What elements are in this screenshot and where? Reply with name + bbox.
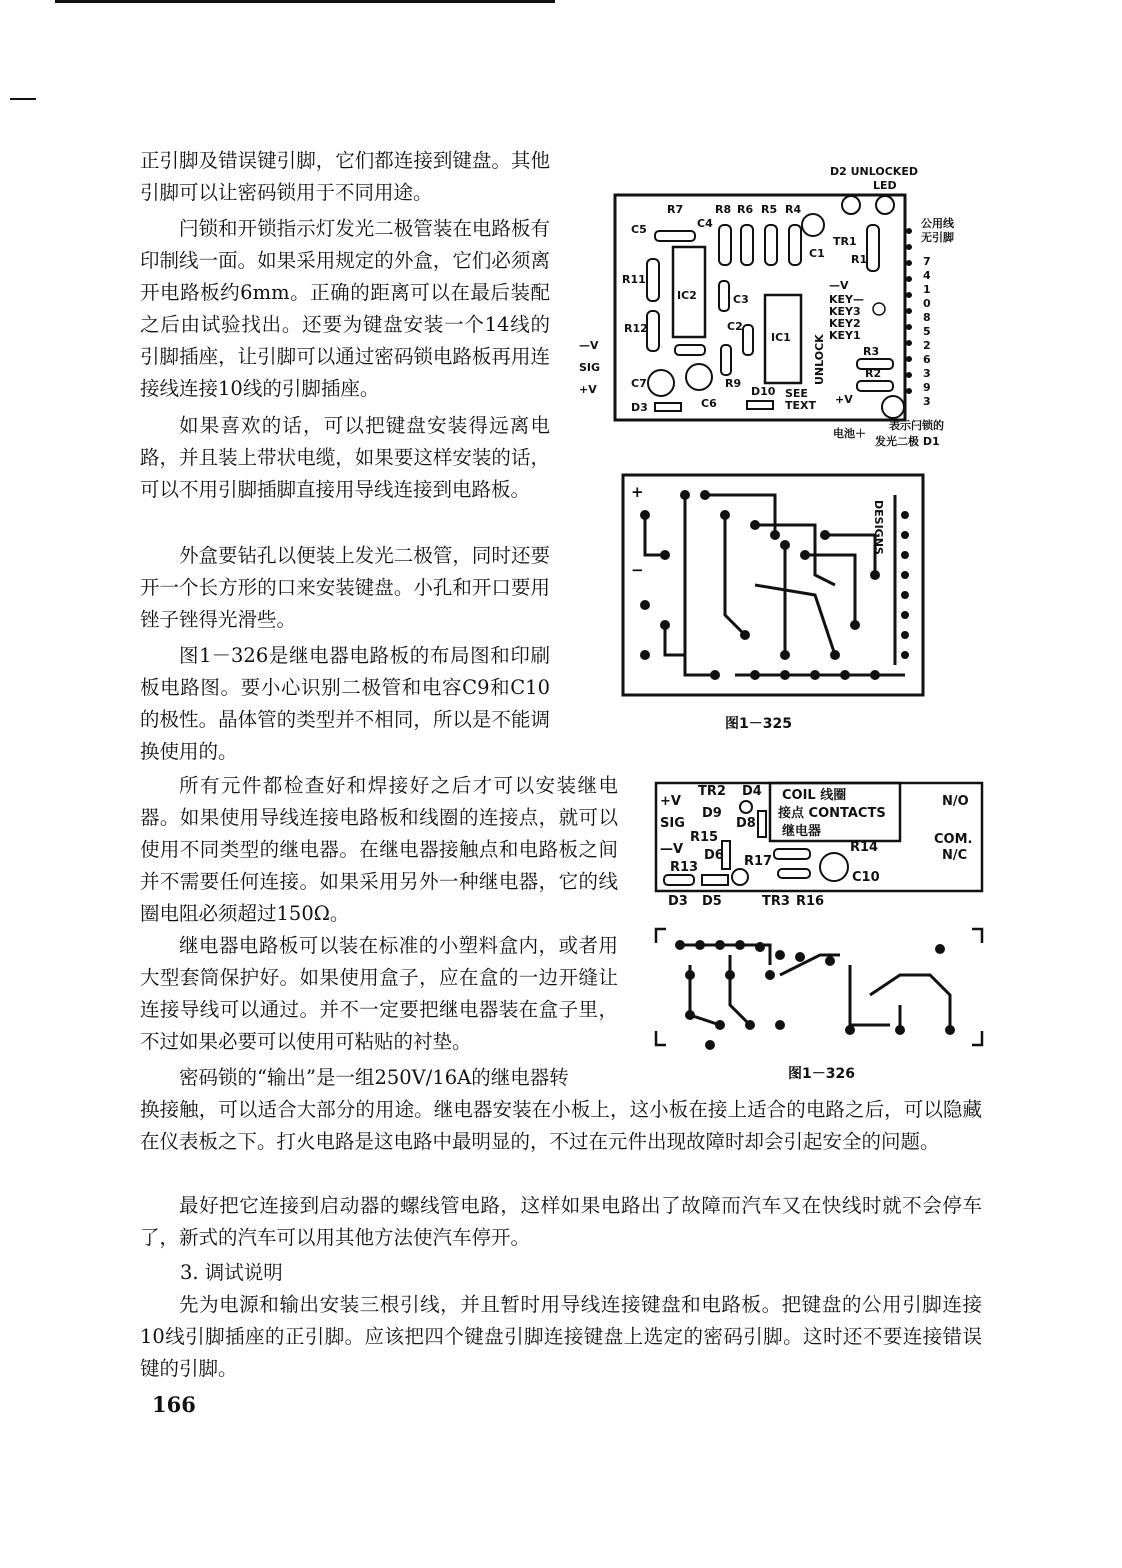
- led-label: LED: [873, 179, 897, 192]
- keypad-pin-column: [906, 228, 912, 394]
- paragraph: 密码锁的“输出”是一组250V/16A的继电器转: [179, 1066, 569, 1089]
- r11-label: R11: [622, 273, 646, 286]
- pin-number: 6: [923, 353, 931, 366]
- led-d2: [842, 196, 860, 214]
- r13-label: R13: [670, 860, 699, 875]
- resistor-r2: [857, 381, 893, 391]
- r2-label: R2: [865, 367, 882, 380]
- capacitor-c3: [719, 281, 729, 311]
- show-locked-label: 表示闩锁的: [889, 419, 944, 432]
- diode-d4: [740, 801, 752, 813]
- com-terminal-label: COM.: [934, 832, 973, 847]
- c6-label: C6: [701, 397, 717, 410]
- capacitor-c10: [820, 853, 848, 881]
- pin-number: 4: [923, 269, 931, 282]
- no-terminal-label: N/O: [942, 794, 969, 809]
- text-label: TEXT: [785, 399, 817, 412]
- resistor-r5: [765, 225, 777, 265]
- r12-label: R12: [624, 322, 648, 335]
- ic1-label: IC1: [771, 331, 791, 344]
- figure-326-drawing: [650, 775, 990, 1055]
- paragraph: 先为电源和输出安装三根引线，并且暂时用导线连接键盘和电路板。把键盘的公用引脚连接10线引脚插座的正引脚。应该把四个键盘引脚连接键盘上选定的密码引脚。这时还不要连接错误键的引脚。: [140, 1293, 982, 1380]
- r17-label: R17: [744, 854, 773, 869]
- pcb-minus-mark: −: [631, 561, 644, 579]
- capacitor-c7: [648, 370, 674, 396]
- key3-label: KEY3: [829, 305, 861, 318]
- pin-number: 3: [923, 395, 931, 408]
- resistor-r13: [664, 875, 694, 885]
- pin-number: 7: [923, 255, 931, 268]
- resistor-r8: [719, 225, 731, 265]
- resistor-r6: [741, 225, 753, 265]
- r8-label: R8: [715, 203, 732, 216]
- r1-label: R1: [851, 253, 868, 266]
- r15-label: R15: [690, 830, 719, 845]
- pin-number: 2: [923, 339, 931, 352]
- d4-label: D4: [742, 784, 762, 799]
- diode-d8: [758, 811, 766, 837]
- c2-label: C2: [727, 320, 743, 333]
- resistor-r7: [655, 231, 695, 241]
- plus-v-label: +V: [660, 794, 681, 809]
- top-border-line: [55, 0, 555, 3]
- common-line-label: 公用线: [921, 217, 954, 230]
- see-label: SEE: [785, 387, 808, 400]
- pcb-plus-mark: +: [631, 483, 644, 501]
- relay-label: 继电器: [782, 824, 822, 839]
- page-number: 166: [152, 1392, 196, 1417]
- paragraph: 图1－326是继电器电路板的布局图和印刷板电路图。要小心识别二极管和电容C9和C10的极性。晶体管的类型并不相同，所以是不能调换使用的。: [140, 644, 550, 763]
- transistor-tr3: [732, 869, 748, 885]
- pin-number: 5: [923, 325, 931, 338]
- no-pin-label: 无引脚: [921, 231, 954, 244]
- coil-label: COIL 线圈: [782, 788, 847, 803]
- resistor-r17: [774, 849, 810, 859]
- minus-v-edge-label: —V: [579, 339, 599, 352]
- r16-label: R16: [796, 894, 825, 909]
- resistor-r4: [789, 225, 801, 265]
- ic2-label: IC2: [677, 289, 697, 302]
- d6-label: D6: [704, 848, 724, 863]
- diode-d5: [702, 875, 728, 885]
- pin-number: 0: [923, 297, 931, 310]
- tr1-label: TR1: [833, 235, 857, 248]
- d5-label: D5: [702, 894, 722, 909]
- led-d1: [882, 396, 904, 418]
- resistor-r10: [675, 345, 705, 355]
- paragraph: 继电器电路板可以装在标准的小塑料盒内，或者用大型套筒保护好。如果使用盒子，应在盒的一边开缝让连接导线可以通过。并不一定要把继电器装在盒子里，不过如果必要可以使用可粘贴的衬垫。: [140, 934, 618, 1053]
- diode-d3: [655, 403, 681, 411]
- paragraph: 如果喜欢的话，可以把键盘安装得远离电路，并且装上带状电缆，如果要这样安装的话，可以不用引脚插脚直接用导线连接到电路板。: [140, 414, 550, 501]
- pin-number: 1: [923, 283, 931, 296]
- d8-label: D8: [736, 816, 756, 831]
- r9-label: R9: [725, 377, 742, 390]
- c5-label: C5: [631, 223, 647, 236]
- minus-v-label: —V: [829, 279, 849, 292]
- d3-label: D3: [631, 401, 648, 414]
- tr3-label: TR3: [762, 894, 790, 909]
- figure-325-drawing: [575, 155, 975, 725]
- c7-label: C7: [631, 377, 647, 390]
- figure-325: [575, 155, 975, 732]
- paragraph: 所有元件都检查好和焊接好之后才可以安装继电器。如果使用导线连接电路板和线圈的连接点，就可以使用不同类型的继电器。在继电器接触点和电路板之间并不需要任何连接。如果采用另外一种继电器，它的线圈电阻必须超过150Ω。: [140, 774, 618, 925]
- section-heading: 3. 调试说明: [180, 1261, 283, 1284]
- nc-terminal-label: N/C: [942, 848, 968, 863]
- led-d2-b: [876, 196, 894, 214]
- paragraph: 外盒要钻孔以便装上发光二极管，同时还要开一个长方形的口来安装键盘。小孔和开口要用锉子锉得光滑些。: [140, 544, 550, 631]
- pin-number: 9: [923, 381, 931, 394]
- c4-label: C4: [697, 217, 713, 230]
- r14-label: R14: [850, 840, 879, 855]
- figure-326-caption: 图1－326: [788, 1066, 855, 1082]
- c1-label: C1: [809, 247, 825, 260]
- resistor-r12: [647, 311, 659, 351]
- tr2-label: TR2: [698, 784, 726, 799]
- c10-label: C10: [852, 870, 880, 885]
- d3-label: D3: [668, 894, 688, 909]
- relay-pcb-traces: [680, 945, 950, 1030]
- contacts-label: 接点 CONTACTS: [778, 806, 886, 821]
- resistor-r16: [778, 869, 810, 878]
- paragraph: 闩锁和开锁指示灯发光二极管装在电路板有印制线一面。如果采用规定的外盒，它们必须离开电路板约6mm。正确的距离可以在最后装配之后由试验找出。还要为键盘安装一个14线的引脚插座，让引脚可以通过密码锁电路板再用连接线连接10线的引脚插座。: [140, 217, 550, 400]
- r7-label: R7: [667, 203, 684, 216]
- plus-v-edge-label: +V: [579, 383, 597, 396]
- paragraph: 最好把它连接到启动器的螺线管电路，这样如果电路出了故障而汽车又在快线时就不会停车了，新式的汽车可以用其他方法使汽车停开。: [140, 1194, 982, 1249]
- diode-d10: [747, 401, 773, 409]
- d10-label: D10: [751, 385, 776, 398]
- unlock-vertical-label: UNLOCK: [813, 334, 826, 385]
- plus-v-key-label: +V: [835, 393, 853, 406]
- resistor-r11: [647, 259, 659, 301]
- resistor-r1: [867, 225, 879, 271]
- key1-label: KEY1: [829, 329, 861, 342]
- paragraph: 正引脚及错误键引脚，它们都连接到键盘。其他引脚可以让密码锁用于不同用途。: [140, 149, 550, 204]
- led-d1-label: 发光二极 D1: [875, 435, 940, 448]
- pin-number: 3: [923, 367, 931, 380]
- sig-label: SIG: [660, 816, 685, 831]
- r5-label: R5: [761, 203, 778, 216]
- c3-label: C3: [733, 293, 749, 306]
- pcb-traces: [645, 495, 905, 675]
- key2-label: KEY2: [829, 317, 861, 330]
- designs-label: DESIGNS: [872, 500, 885, 555]
- r3-label: R3: [863, 345, 880, 358]
- figure-325-caption: 图1－325: [725, 716, 792, 732]
- capacitor-c6: [686, 364, 712, 390]
- capacitor-c1: [802, 214, 824, 236]
- margin-mark: [10, 98, 36, 100]
- figure-326: [650, 775, 990, 1082]
- capacitor-c2: [743, 325, 753, 355]
- d2-label: D2 UNLOCKED: [830, 165, 918, 178]
- battery-label: 电池＋: [833, 427, 866, 440]
- pin-number: 8: [923, 311, 931, 324]
- paragraph: 换接触，可以适合大部分的用途。继电器安装在小板上，这小板在接上适合的电路之后，可以隐藏在仪表板之下。打火电路是这电路中最明显的，不过在元件出现故障时却会引起安全的问题。: [140, 1098, 982, 1153]
- d9-label: D9: [702, 806, 722, 821]
- polarity-mark: [873, 303, 885, 315]
- r6-label: R6: [737, 203, 754, 216]
- sig-edge-label: SIG: [579, 361, 601, 374]
- r4-label: R4: [785, 203, 802, 216]
- resistor-r9: [721, 345, 731, 375]
- key-minus-label: KEY—: [829, 293, 865, 306]
- minus-v-label: —V: [660, 842, 684, 857]
